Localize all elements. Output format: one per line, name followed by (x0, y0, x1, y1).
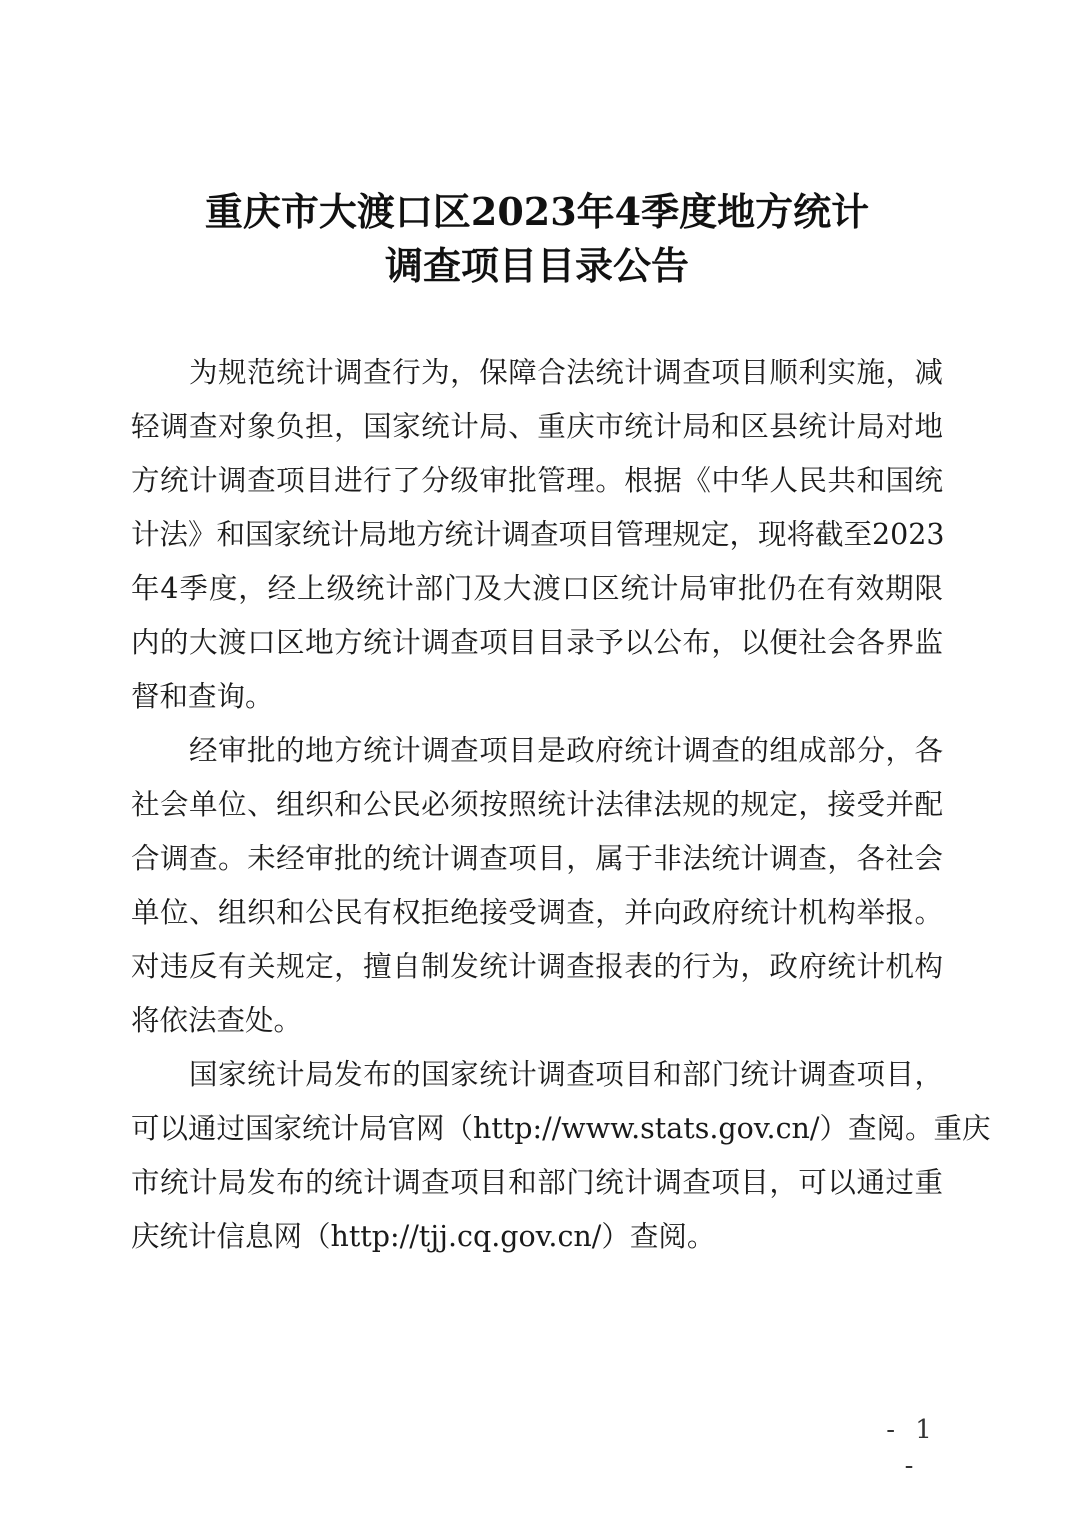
paragraph-line: 庆统计信息网（http://tjj.cq.gov.cn/）查阅。 (131, 1220, 716, 1253)
paragraph-line: 轻调查对象负担，国家统计局、重庆市统计局和区县统计局对地 (131, 410, 943, 443)
document-title-line-2: 调查项目目录公告 (384, 243, 689, 288)
paragraph-line: 社会单位、组织和公民必须按照统计法律法规的规定，接受并配 (131, 788, 943, 821)
document-title-line-1: 重庆市大渡口区2023年4季度地方统计 (204, 189, 870, 234)
paragraph-line: 国家统计局发布的国家统计调查项目和部门统计调查项目， (189, 1058, 943, 1091)
page-number: - 1 - (886, 1415, 938, 1481)
paragraph-line: 将依法查处。 (131, 1004, 303, 1037)
paragraph-line: 方统计调查项目进行了分级审批管理。根据《中华人民共和国统 (131, 464, 943, 497)
paragraph-line: 对违反有关规定，擅自制发统计调查报表的行为，政府统计机构 (131, 950, 943, 983)
paragraph-line: 经审批的地方统计调查项目是政府统计调查的组成部分，各 (189, 734, 943, 767)
paragraph-line: 可以通过国家统计局官网（http://www.stats.gov.cn/）查阅。重庆 (131, 1112, 991, 1145)
paragraph-line: 市统计局发布的统计调查项目和部门统计调查项目，可以通过重 (131, 1166, 943, 1199)
paragraph-line: 督和查询。 (131, 680, 274, 713)
paragraph-line: 内的大渡口区地方统计调查项目目录予以公布，以便社会各界监 (131, 626, 943, 659)
paragraph-line: 单位、组织和公民有权拒绝接受调查，并向政府统计机构举报。 (131, 896, 943, 929)
paragraph-line: 合调查。未经审批的统计调查项目，属于非法统计调查，各社会 (131, 842, 943, 875)
paragraph-line: 年4季度，经上级统计部门及大渡口区统计局审批仍在有效期限 (131, 572, 943, 605)
paragraph-line: 为规范统计调查行为，保障合法统计调查项目顺利实施，减 (189, 356, 943, 389)
paragraph-line: 计法》和国家统计局地方统计调查项目管理规定，现将截至2023 (131, 518, 945, 551)
